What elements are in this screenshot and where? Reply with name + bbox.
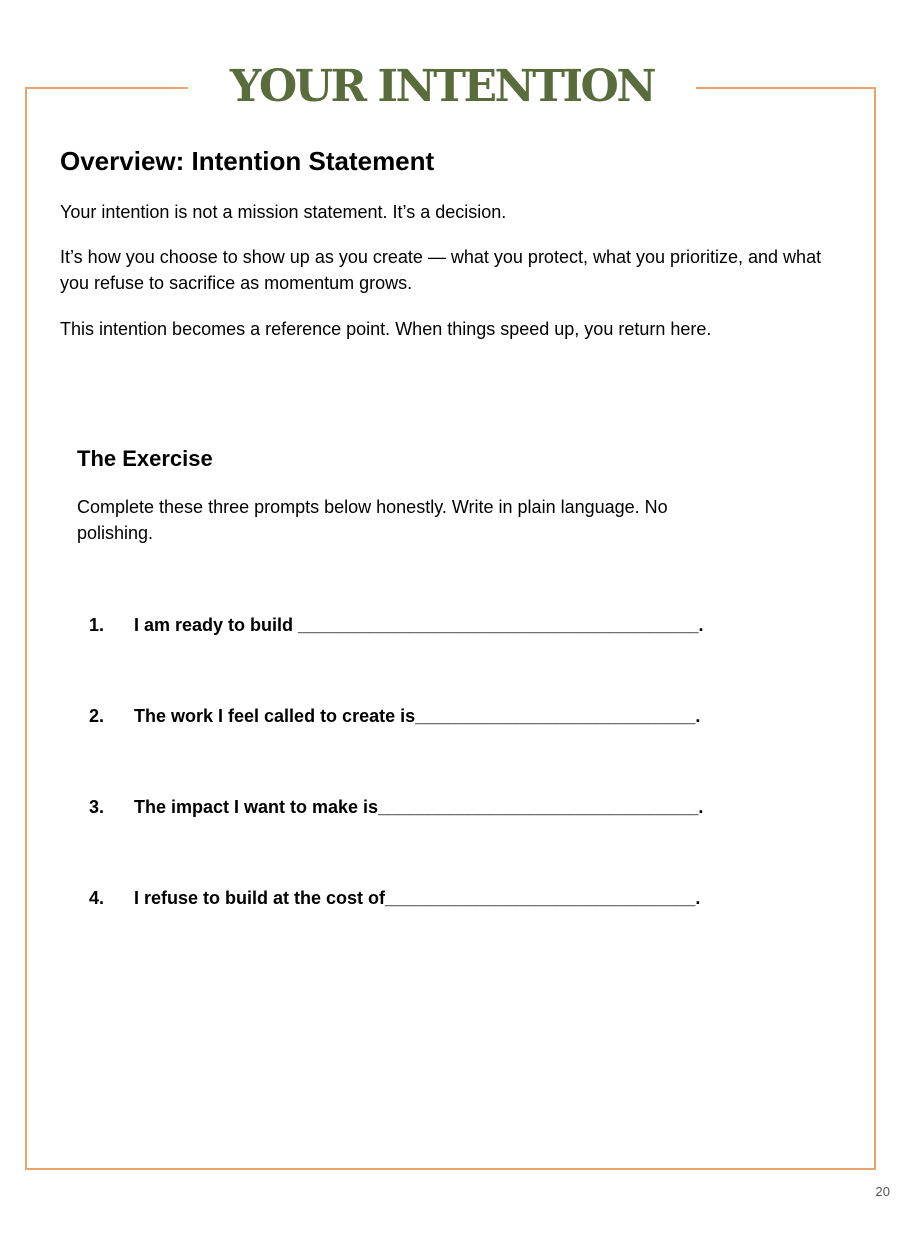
prompt-item <box>89 885 700 911</box>
prompt-number: 2. <box>89 706 105 726</box>
overview-paragraph-1: Your intention is not a mission statement. It’s a decision. <box>60 202 507 222</box>
prompt-item <box>89 703 700 729</box>
exercise-heading: The Exercise <box>77 446 213 471</box>
prompt-text: The impact I want to make is________________________________. <box>134 797 704 817</box>
prompt-number: 1. <box>89 615 105 635</box>
overview-heading: Overview: Intention Statement <box>60 146 435 176</box>
prompt-text: The work I feel called to create is____________________________. <box>134 706 701 726</box>
prompt-text: I am ready to build ________________________________________. <box>134 615 704 635</box>
prompt-text: I refuse to build at the cost of_______________________________. <box>134 888 701 908</box>
prompt-item <box>89 794 703 820</box>
prompt-number: 4. <box>89 888 105 908</box>
exercise-instructions: Complete these three prompts below honestly. Write in plain language. No polishing. <box>77 497 668 543</box>
prompt-item <box>89 612 703 638</box>
page-title: YOUR INTENTION <box>229 61 655 112</box>
prompt-number: 3. <box>89 797 105 817</box>
overview-paragraph-2: It’s how you choose to show up as you create — what you protect, what you prioritize, and what you refuse to sacrifice as momentum grows. <box>60 247 822 293</box>
overview-paragraph-3: This intention becomes a reference point. When things speed up, you return here. <box>60 319 712 339</box>
page-number: 20 <box>875 1184 890 1199</box>
